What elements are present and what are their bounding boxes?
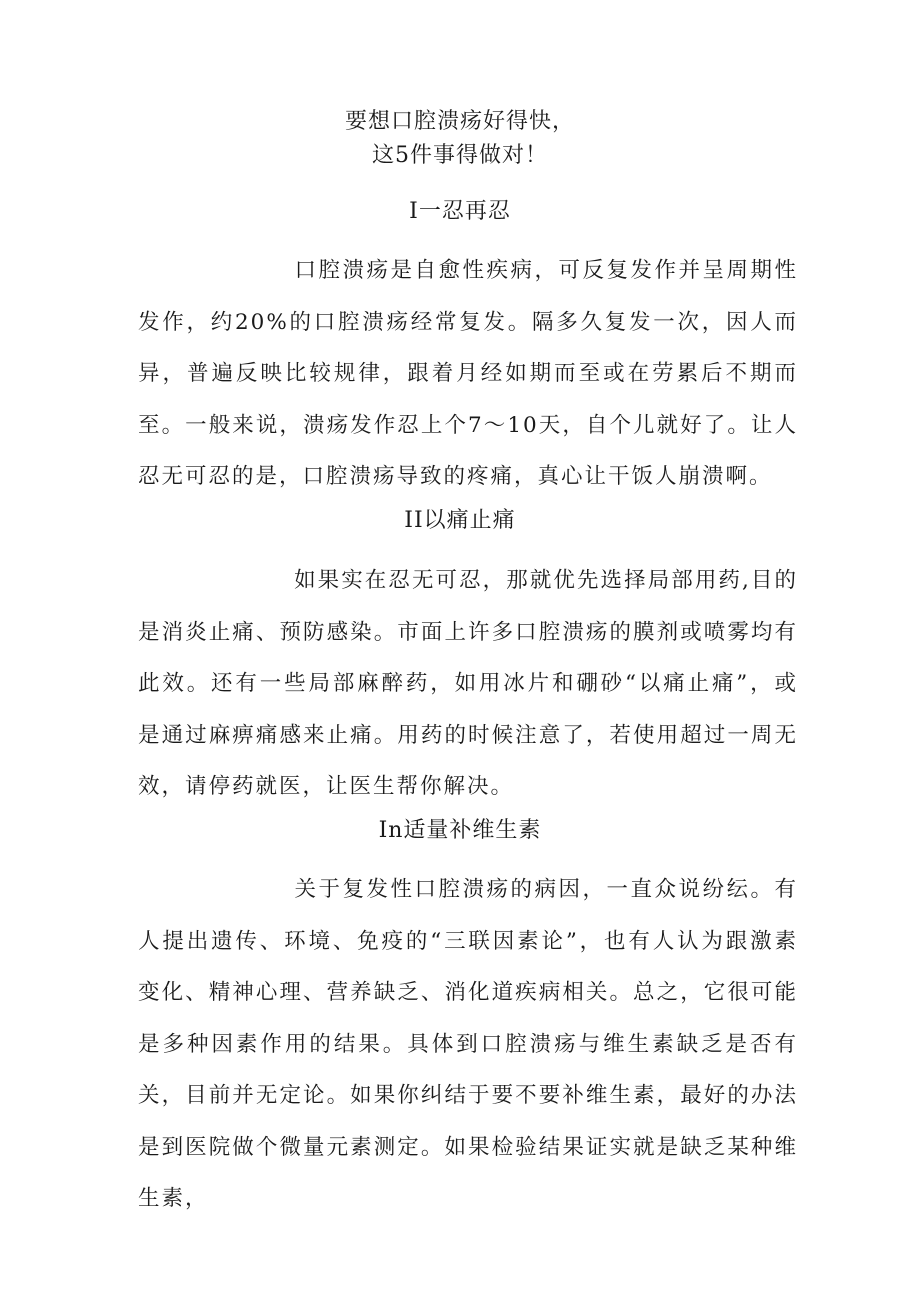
section-heading-1: I一忍再忍 — [409, 199, 511, 224]
section-paragraph-1 — [138, 245, 798, 503]
document-title-line-1: 要想口腔溃疡好得快， — [344, 109, 575, 134]
section-body-2: 如果实在忍无可忍，那就优先选择局部用药,目的是消炎止痛、预防感染。市面上许多口腔溃疡的膜剂或喷雾均有此效。还有一些局部麻醉药，如用冰片和硼砂“以痛止痛”，或是通过麻痹痛感来止痛。用药的时候注意了，若使用超过一周无效，请停药就医，让医生帮你解决。 — [138, 568, 798, 799]
section-body-3: 关于复发性口腔溃疡的病因，一直众说纷纭。有人提出遗传、环境、免疫的“三联因素论”，也有人认为跟激素变化、精神心理、营养缺乏、消化道疾病相关。总之，它很可能是多种因素作用的结果。具体到口腔溃疡与维生素缺乏是否有关，目前并无定论。如果你纠结于要不要补维生素，最好的办法是到医院做个微量元素测定。如果检验结果证实就是缺乏某种维生素， — [138, 877, 798, 1211]
document-title-line-2: 这5件事得做对！ — [372, 143, 548, 168]
section-heading-3: In适量补维生素 — [378, 818, 542, 843]
section-paragraph-3 — [138, 864, 798, 1225]
section-paragraph-2 — [138, 555, 798, 813]
section-heading-2: II以痛止痛 — [404, 508, 516, 533]
section-body-1: 口腔溃疡是自愈性疾病，可反复发作并呈周期性发作，约20%的口腔溃疡经常复发。隔多久复发一次，因人而异，普遍反映比较规律，跟着月经如期而至或在劳累后不期而至。一般来说，溃疡发作忍上个7～10天，自个儿就好了。让人忍无可忍的是，口腔溃疡导致的疼痛，真心让干饭人崩溃啊。 — [138, 258, 798, 489]
